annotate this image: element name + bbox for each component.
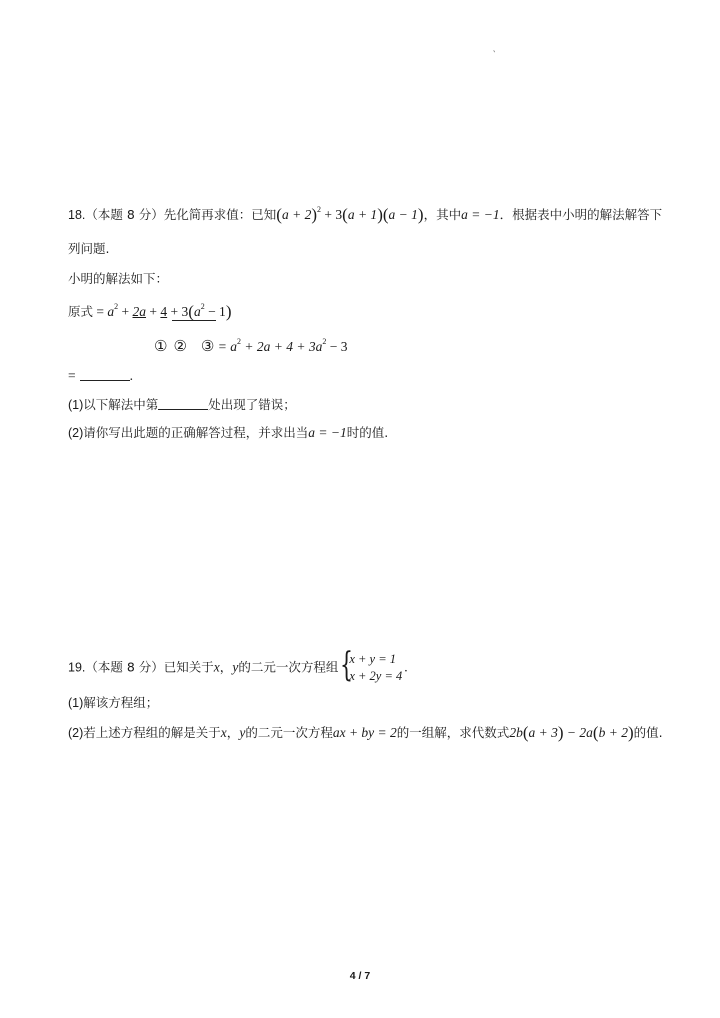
error-step-blank[interactable] xyxy=(158,397,208,410)
q19-sub2: (2)若上述方程组的解是关于x，y的二元一次方程ax + by = 2的一组解，求代数式2b(a + 3) − 2a(b + 2)的值. xyxy=(68,723,663,742)
q18-underline-bracket xyxy=(172,320,216,321)
step-marker-3: ③ xyxy=(200,337,215,355)
equation-system: { x + y = 1 x + 2y = 4 xyxy=(340,645,403,685)
q19-sub1: (1)解该方程组； xyxy=(68,695,159,710)
q18-solution-line1: 原式 = $a^2 + 2a + 4 + 3(a^2 - 1)$ xyxy=(68,302,232,321)
stray-mark: ‵ xyxy=(493,50,496,61)
q18-sub1: (1)以下解法中第 处出现了错误； xyxy=(68,397,296,412)
step-marker-2: ② xyxy=(173,337,187,355)
q18-solution-line3: = . xyxy=(68,368,133,383)
q18-expression: $(a + 2)^2 + 3(a + 1)(a - 1)$ xyxy=(276,205,424,224)
q19-number: 19. xyxy=(68,660,86,675)
page-number: 4 / 7 xyxy=(349,970,371,982)
q18-solution-line2: ① ② ③ = $a^2 + 2a + 4 + 3a^2 - 3$ xyxy=(154,337,348,355)
q19-header: 19.（本题 8 分）已知关于x，y的二元一次方程组 { x + y = 1 x + 2y = 4 . xyxy=(68,645,408,685)
q18-header: 18.（本题 8 分）先化简再求值：已知$(a + 2)^2 + 3(a + 1)(a - 1)$，其中a = −1．根据表中小明的解法解答下 xyxy=(68,205,663,224)
q18-intro: 小明的解法如下： xyxy=(68,271,169,286)
answer-blank[interactable] xyxy=(80,368,130,381)
q18-sub2: (2)请你写出此题的正确解答过程，并求出当a = −1时的值. xyxy=(68,425,389,440)
q18-number: 18. xyxy=(68,208,86,222)
q18-header-cont: 列问题. xyxy=(68,241,110,256)
step-marker-1: ① xyxy=(154,337,168,355)
q18-condition: a = −1 xyxy=(461,207,500,222)
